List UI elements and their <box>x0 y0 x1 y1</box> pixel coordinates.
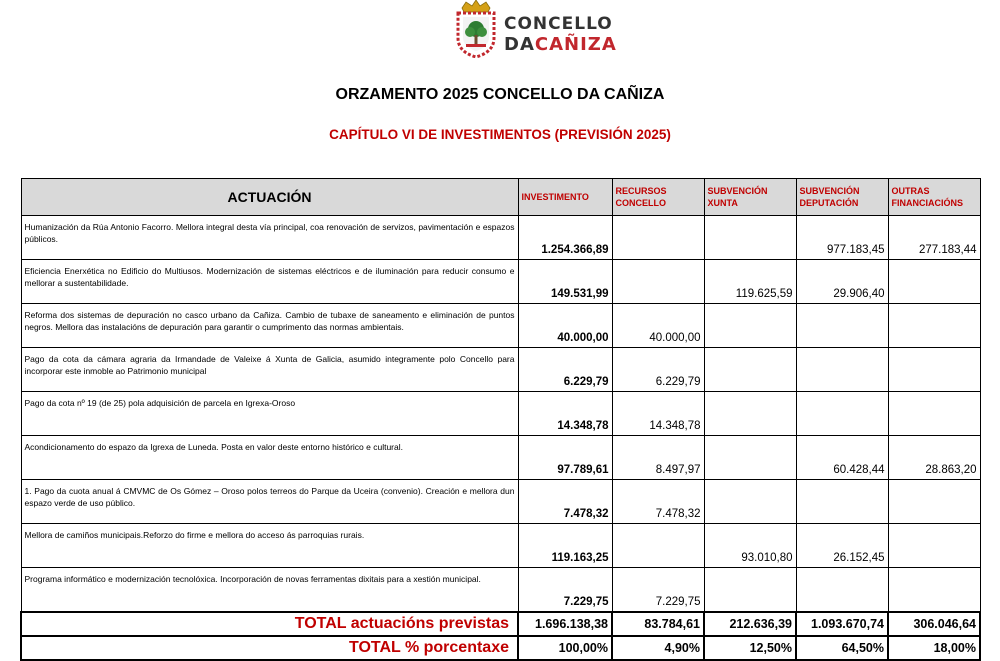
total-xunta: 212.636,39 <box>704 612 796 636</box>
row-investimento: 6.229,79 <box>518 348 612 392</box>
table-row <box>21 524 980 568</box>
logo-line-concello: CONCELLO <box>504 14 613 34</box>
row-investimento: 1.254.366,89 <box>518 216 612 260</box>
percent-xunta: 12,50% <box>704 636 796 660</box>
row-deputacion: 29.906,40 <box>796 260 888 304</box>
header-outras-financiacions: OUTRAS FINANCIACIÓNS <box>888 179 980 216</box>
row-outras <box>888 392 980 436</box>
coat-of-arms-icon <box>454 0 498 58</box>
row-recursos: 7.229,75 <box>612 568 704 613</box>
row-xunta: 93.010,80 <box>704 524 796 568</box>
row-outras <box>888 568 980 613</box>
total-investimento: 1.696.138,38 <box>518 612 612 636</box>
percent-deputacion: 64,50% <box>796 636 888 660</box>
header-investimento: INVESTIMENTO <box>518 179 612 216</box>
row-xunta: 119.625,59 <box>704 260 796 304</box>
row-outras <box>888 260 980 304</box>
table-row <box>21 392 980 436</box>
row-investimento: 7.478,32 <box>518 480 612 524</box>
row-deputacion <box>796 304 888 348</box>
row-xunta <box>704 436 796 480</box>
row-outras: 277.183,44 <box>888 216 980 260</box>
row-outras <box>888 348 980 392</box>
table-row <box>21 436 980 480</box>
row-recursos: 14.348,78 <box>612 392 704 436</box>
percent-label: TOTAL % porcentaxe <box>21 636 518 660</box>
table-row <box>21 348 980 392</box>
percent-row <box>21 636 980 660</box>
row-outras <box>888 480 980 524</box>
row-xunta <box>704 216 796 260</box>
header-actuacion: ACTUACIÓN <box>21 179 518 216</box>
logo-name: CAÑIZA <box>534 34 617 55</box>
row-xunta <box>704 392 796 436</box>
row-recursos <box>612 260 704 304</box>
table-row <box>21 480 980 524</box>
row-recursos: 8.497,97 <box>612 436 704 480</box>
row-investimento: 97.789,61 <box>518 436 612 480</box>
table-row <box>21 260 980 304</box>
concello-logo <box>446 0 646 60</box>
row-outras <box>888 524 980 568</box>
row-deputacion <box>796 348 888 392</box>
logo-line-caniza <box>504 36 617 54</box>
budget-table <box>20 178 981 661</box>
row-deputacion <box>796 392 888 436</box>
total-row <box>21 612 980 636</box>
row-description: Programa informático e modernización tecnolóxica. Incorporación de novas ferramentas dixitais para a xestión municipal. <box>21 568 518 613</box>
row-xunta <box>704 568 796 613</box>
row-description: Eficiencia Enerxética no Edificio do Multiusos. Modernización de sistemas eléctricos e de iluminación para reducir consumo e mellorar a sustentabilidade. <box>21 260 518 304</box>
row-deputacion <box>796 480 888 524</box>
row-deputacion: 26.152,45 <box>796 524 888 568</box>
total-label: TOTAL actuacións previstas <box>21 612 518 636</box>
percent-investimento: 100,00% <box>518 636 612 660</box>
logo-text <box>504 16 617 54</box>
table-header-row <box>21 179 980 216</box>
total-outras: 306.046,64 <box>888 612 980 636</box>
table-row <box>21 568 980 613</box>
row-investimento: 14.348,78 <box>518 392 612 436</box>
row-description: Mellora de camiños municipais.Reforzo do firme e mellora do acceso ás parroquias rurais. <box>21 524 518 568</box>
row-recursos: 40.000,00 <box>612 304 704 348</box>
row-description: Pago da cota da cámara agraria da Irmandade de Valeixe á Xunta de Galicia, asumido integramente polo Concello para incorporar este inmoble ao Patrimonio municipal <box>21 348 518 392</box>
row-investimento: 40.000,00 <box>518 304 612 348</box>
row-investimento: 149.531,99 <box>518 260 612 304</box>
header-recursos-concello: RECURSOS CONCELLO <box>612 179 704 216</box>
row-deputacion <box>796 568 888 613</box>
row-description: 1. Pago da cuota anual á CMVMC de Os Gómez – Oroso polos terreos do Parque da Uceira (convenio). Creación e mellora dun espazo verde de uso público. <box>21 480 518 524</box>
total-recursos: 83.784,61 <box>612 612 704 636</box>
row-investimento: 119.163,25 <box>518 524 612 568</box>
header-subvencion-deputacion: SUBVENCIÓN DEPUTACIÓN <box>796 179 888 216</box>
row-xunta <box>704 304 796 348</box>
row-recursos <box>612 524 704 568</box>
row-recursos: 7.478,32 <box>612 480 704 524</box>
logo-da: DA <box>504 34 535 55</box>
row-description: Pago da cota nº 19 (de 25) pola adquisición de parcela en Igrexa-Oroso <box>21 392 518 436</box>
row-recursos <box>612 216 704 260</box>
document-title: ORZAMENTO 2025 CONCELLO DA CAÑIZA <box>335 86 665 103</box>
row-description: Humanización da Rúa Antonio Facorro. Mellora integral desta vía principal, coa renovación de servizos, pavimentación e espazos públicos. <box>21 216 518 260</box>
percent-outras: 18,00% <box>888 636 980 660</box>
document-subtitle: CAPÍTULO VI DE INVESTIMENTOS (PREVISIÓN 2025) <box>329 127 671 142</box>
percent-recursos: 4,90% <box>612 636 704 660</box>
row-deputacion: 977.183,45 <box>796 216 888 260</box>
header-subvencion-xunta: SUBVENCIÓN XUNTA <box>704 179 796 216</box>
row-description: Reforma dos sistemas de depuración no casco urbano da Cañiza. Cambio de tubaxe de saneamento e eliminación de puntos negros. Mellora das instalacións de depuración para garantir o cumprimento das normas ambientais. <box>21 304 518 348</box>
row-outras: 28.863,20 <box>888 436 980 480</box>
row-outras <box>888 304 980 348</box>
row-description: Acondicionamento do espazo da Igrexa de Luneda. Posta en valor deste entorno histórico e cultural. <box>21 436 518 480</box>
row-recursos: 6.229,79 <box>612 348 704 392</box>
row-xunta <box>704 480 796 524</box>
table-row <box>21 304 980 348</box>
total-deputacion: 1.093.670,74 <box>796 612 888 636</box>
row-investimento: 7.229,75 <box>518 568 612 613</box>
row-xunta <box>704 348 796 392</box>
table-row <box>21 216 980 260</box>
row-deputacion: 60.428,44 <box>796 436 888 480</box>
